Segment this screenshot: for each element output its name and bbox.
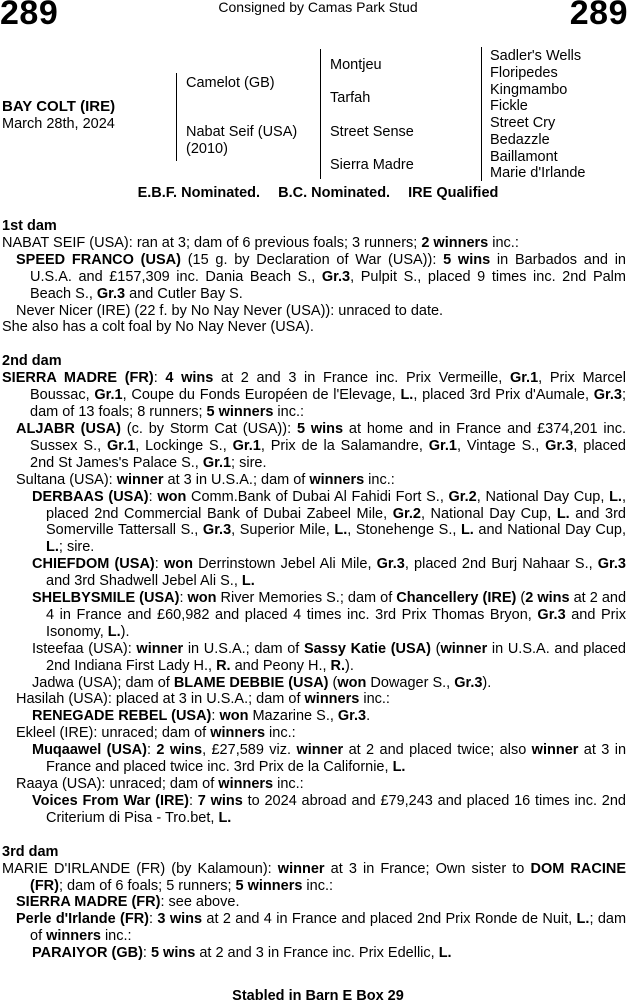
dam-dam: Sierra Madre — [330, 157, 414, 173]
third-dam-heading: 3rd dam — [2, 843, 59, 860]
pedigree-bracket-1 — [176, 73, 177, 161]
consignor: Consigned by Camas Park Stud — [218, 0, 418, 15]
grandproduce-entry: CHIEFDOM (USA): won Derrinstown Jebel Ali Mile, Gr.3, placed 2nd Burj Nahaar S., Gr.3 and 3rd Shadwell Jebel Ali S., L. — [32, 556, 626, 590]
first-dam-heading: 1st dam — [2, 218, 57, 234]
grandproduce-entry: RENEGADE REBEL (USA): won Mazarine S., Gr.3. — [32, 708, 371, 725]
produce-entry: Ekleel (IRE): unraced; dam of winners inc.: — [16, 725, 296, 742]
second-dam-heading: 2nd dam — [2, 353, 62, 370]
grandproduce-entry: PARAIYOR (GB): 5 wins at 2 and 3 in France inc. Prix Edellic, L. — [32, 945, 452, 962]
ebf-nomination: E.B.F. Nominated. — [137, 185, 261, 201]
gen3-8: Marie d'Irlande — [490, 165, 586, 181]
produce-entry: Hasilah (USA): placed at 3 in U.S.A.; dam of winners inc.: — [16, 691, 390, 708]
gen3-4: Fickle — [490, 98, 528, 114]
gen3-2: Floripedes — [490, 65, 558, 81]
foaling-date: March 28th, 2024 — [2, 116, 115, 132]
pedigree-bracket-3 — [481, 47, 482, 181]
dam-note: She also has a colt foal by No Nay Never (USA). — [2, 319, 314, 336]
gen3-5: Street Cry — [490, 115, 556, 131]
gen3-3: Kingmambo — [490, 82, 568, 98]
dam-entry: NABAT SEIF (USA): ran at 3; dam of 6 previous foals; 3 runners; 2 winners inc.: — [2, 234, 519, 251]
bc-nomination: B.C. Nominated. — [278, 185, 391, 201]
grandproduce-entry: Jadwa (USA); dam of BLAME DEBBIE (USA) (won Dowager S., Gr.3). — [32, 674, 492, 691]
produce-entry: Sultana (USA): winner at 3 in U.S.A.; dam of winners inc.: — [16, 471, 395, 488]
produce-entry: Perle d'Irlande (FR): 3 wins at 2 and 4 in France and placed 2nd Prix Ronde de Nuit, L.; dam of winners inc.: — [16, 911, 627, 945]
ire-qualified: IRE Qualified — [408, 185, 499, 201]
grandproduce-entry: Muqaawel (USA): 2 wins, £27,589 viz. winner at 2 and placed twice; also winner at 3 in France and placed twice inc. 3rd Prix de la Californie, L. — [32, 742, 627, 776]
lot-number-right: 289 — [569, 0, 628, 32]
dam: Nabat Seif (USA) — [186, 124, 298, 140]
produce-entry: Raaya (USA): unraced; dam of winners inc.: — [16, 776, 304, 792]
nominations — [0, 185, 636, 201]
sire: Camelot (GB) — [186, 75, 275, 91]
lot-number: 289 — [0, 0, 59, 32]
stabling-info: Stabled in Barn E Box 29 — [232, 988, 404, 1004]
produce-record — [2, 218, 626, 962]
gen3-6: Bedazzle — [490, 132, 550, 148]
dam-sire: Street Sense — [330, 124, 414, 140]
sire-dam: Tarfah — [330, 90, 371, 106]
horse-description: BAY COLT (IRE) — [2, 98, 116, 115]
produce-entry: ALJABR (USA) (c. by Storm Cat (USA)): 5 wins at home and in France and £374,201 inc. Sussex S., Gr.1, Lockinge S., Gr.1, Prix de la Salamandre, Gr.1, Vintage S., Gr.3, placed 2nd St James's Palace S., Gr.1; sire. — [16, 420, 627, 471]
grandproduce-entry: Isteefaa (USA): winner in U.S.A.; dam of Sassy Katie (USA) (winner in U.S.A. and placed 2nd Indiana First Lady H., R. and Peony H., R.). — [32, 640, 626, 674]
pedigree-bracket-2 — [320, 49, 321, 179]
sire-sire: Montjeu — [330, 57, 382, 73]
produce-entry: SPEED FRANCO (USA) (15 g. by Declaration of War (USA)): 5 wins in Barbados and in U.S.A. and £157,309 inc. Dania Beach S., Gr.3, Pulpit S., placed 9 times inc. 2nd Palm Beach S., Gr.3 and Cutler Bay S. — [16, 251, 626, 302]
gen3-7: Baillamont — [490, 149, 558, 165]
gen3-1: Sadler's Wells — [490, 48, 582, 64]
grandproduce-entry: Voices From War (IRE): 7 wins to 2024 abroad and £79,243 and placed 16 times inc. 2nd Criterium di Pisa - Tro.bet, L. — [32, 792, 626, 826]
grandproduce-entry: SHELBYSMILE (USA): won River Memories S.; dam of Chancellery (IRE) (2 wins at 2 and 4 in France and £60,982 and placed 4 times inc. 3rd Prix Thomas Bryon, Gr.3 and Prix Isonomy, L.). — [32, 590, 627, 640]
grandproduce-entry: DERBAAS (USA): won Comm.Bank of Dubai Al Fahidi Fort S., Gr.2, National Day Cup, L., placed 2nd Commercial Bank of Dubai Zabeel Mile, Gr.2, National Day Cup, L. and 3rd Somerville Tattersall S., Gr.3, Superior Mile, L., Stonehenge S., L. and National Day Cup, L.; sire. — [32, 488, 626, 556]
produce-entry: SIERRA MADRE (FR): see above. — [16, 894, 240, 911]
third-dam-entry: MARIE D'IRLANDE (FR) (by Kalamoun): winner at 3 in France; Own sister to DOM RACINE (FR); dam of 6 foals; 5 runners; 5 winners inc.: — [2, 860, 626, 894]
second-dam-entry: SIERRA MADRE (FR): 4 wins at 2 and 3 in France inc. Prix Vermeille, Gr.1, Prix Marcel Boussac, Gr.1, Coupe du Fonds Européen de l'Elevage, L., placed 3rd Prix d'Aumale, Gr.3; dam of 13 foals; 8 runners; 5 winners inc.: — [2, 370, 627, 421]
produce-entry: Never Nicer (IRE) (22 f. by No Nay Never (USA)): unraced to date. — [16, 302, 444, 319]
dam-year: (2010) — [186, 141, 228, 157]
